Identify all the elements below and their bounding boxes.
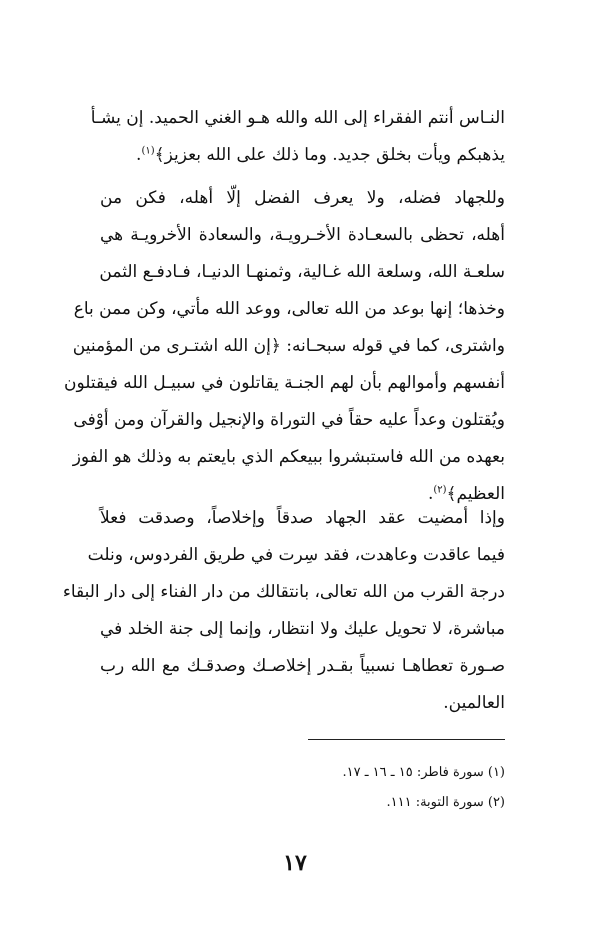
text-line: وخذها؛ إنها بوعد من الله تعالى، ووعد الله مأتي، وكن ممن باع: [73, 299, 505, 319]
text-line: العالمين.: [443, 693, 505, 713]
text-line: فيما عاقدت وعاهدت، فقد سِرت في طريق الفردوس، ونلت: [87, 545, 505, 565]
punctuation: .: [427, 484, 434, 504]
text-line: النـاس أنتم الفقراء إلى الله والله هـو الغني الحميد. إن يشـأ: [90, 108, 505, 128]
text-line: درجة القرب من الله تعالى، بانتقالك من دار الفناء إلى دار البقاء: [62, 582, 505, 602]
text-line-content: يذهبكم ويأت بخلق جديد. وما ذلك على الله بعزيز﴾: [154, 145, 505, 165]
text-line: وللجهاد فضله، ولا يعرف الفضل إلّا أهله، فكن من: [100, 188, 505, 208]
text-line: سلعـة الله، وسلعة الله غـالية، وثمنهـا الدنيـا، فـادفـع الثمن: [99, 262, 505, 282]
footnote-divider: [308, 739, 505, 740]
text-line: مباشرة، لا تحويل عليك ولا انتظار، وإنما إلى جنة الخلد في: [100, 619, 505, 639]
footnote-1: (١) سورة فاطر: ١٥ ـ ١٦ ـ ١٧.: [342, 765, 505, 780]
text-line: صـورة تعطاهـا نسبياً بقـدر إخلاصـك وصدقـك مع الله رب: [100, 656, 505, 676]
text-line: واشترى، كما في قوله سبحـانه: ﴿إن الله اشتـرى من المؤمنين: [72, 336, 505, 356]
text-line: أهله، تحظى بالسعـادة الأخـرويـة، والسعادة الأخرويـة هي: [100, 225, 505, 245]
punctuation: .: [136, 145, 142, 165]
footnote-reference: (٢): [433, 484, 447, 496]
text-line: أنفسهم وأموالهم بأن لهم الجنـة يقاتلون في سبيـل الله فيقتلون: [63, 373, 505, 393]
footnote-2: (٢) سورة التوبة: ١١١.: [386, 795, 505, 810]
page-number: ١٧: [283, 850, 307, 876]
footnotes: [200, 758, 505, 818]
paragraph-3: [62, 500, 505, 722]
text-line: بعهده من الله فاستبشروا ببيعكم الذي بايعتم به وذلك هو الفوز: [72, 447, 505, 467]
paragraph-2: [63, 180, 505, 513]
text-line-content: العظيم﴾: [446, 484, 505, 504]
text-line: [100, 137, 505, 174]
text-line: وإذا أمضيت عقد الجهاد صدقاً وإخلاصاً، وصدقت فعلاً: [100, 508, 505, 528]
paragraph-1: [90, 100, 505, 174]
footnote-reference: (١): [141, 145, 155, 157]
text-line: ويُقتلون وعداً عليه حقاً في التوراة والإنجيل والقرآن ومن أوْفى: [73, 410, 505, 430]
